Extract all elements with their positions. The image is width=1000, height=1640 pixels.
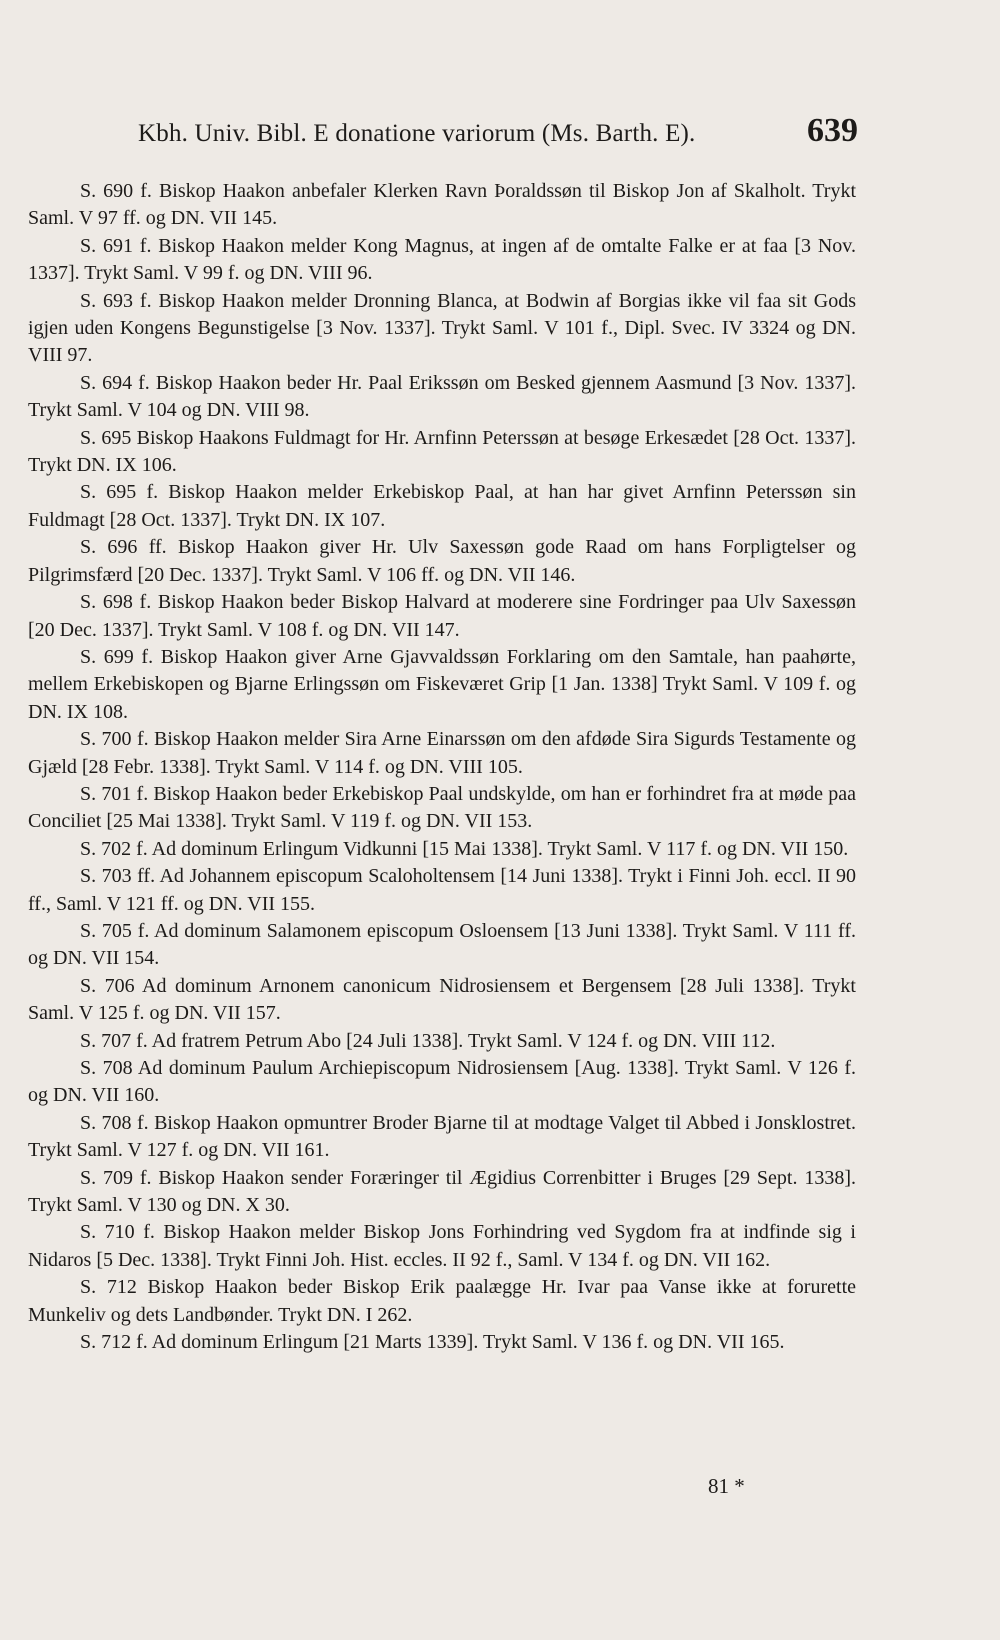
page-number: 639: [807, 112, 858, 149]
catalog-entry: S. 710 f. Biskop Haakon melder Biskop Jons Forhindring ved Sygdom fra at indfinde sig i Nidaros [5 Dec. 1338]. Trykt Finni Joh. Hist. eccles. II 92 f., Saml. V 134 f. og DN. VII 162.: [28, 1221, 856, 1271]
catalog-entry: S. 694 f. Biskop Haakon beder Hr. Paal Erikssøn om Besked gjennem Aasmund [3 Nov. 1337]. Trykt Saml. V 104 og DN. VIII 98.: [28, 371, 856, 422]
catalog-entry: S. 696 ff. Biskop Haakon giver Hr. Ulv Saxessøn gode Raad om hans Forpligtelser og Pilgrimsfærd [20 Dec. 1337]. Trykt Saml. V 106 ff. og DN. VII 146.: [28, 536, 856, 586]
running-title: Kbh. Univ. Bibl. E donatione variorum (Ms. Barth. E).: [138, 120, 696, 147]
catalog-entry: S. 700 f. Biskop Haakon melder Sira Arne Einarssøn om den afdøde Sira Sigurds Testamente og Gjæld [28 Febr. 1338]. Trykt Saml. V 114 f. og DN. VIII 105.: [28, 728, 856, 778]
catalog-entry: S. 705 f. Ad dominum Salamonem episcopum Osloensem [13 Juni 1338]. Trykt Saml. V 111 ff. og DN. VII 154.: [28, 919, 856, 970]
catalog-entry: S. 708 f. Biskop Haakon opmuntrer Broder Bjarne til at modtage Valget til Abbed i Jonsklostret. Trykt Saml. V 127 f. og DN. VII 161.: [28, 1111, 856, 1162]
catalog-entry: S. 691 f. Biskop Haakon melder Kong Magnus, at ingen af de omtalte Falke er at faa [3 Nov. 1337]. Trykt Saml. V 99 f. og DN. VIII 96.: [28, 234, 856, 285]
catalog-entry: S. 702 f. Ad dominum Erlingum Vidkunni [15 Mai 1338]. Trykt Saml. V 117 f. og DN. VII 150.: [80, 837, 849, 860]
catalog-entry: S. 708 Ad dominum Paulum Archiepiscopum Nidrosiensem [Aug. 1338]. Trykt Saml. V 126 f. og DN. VII 160.: [28, 1057, 856, 1107]
catalog-entries: [28, 178, 856, 1356]
catalog-entry: S. 712 Biskop Haakon beder Biskop Erik paalægge Hr. Ivar paa Vanse ikke at forurette Munkeliv og dets Landbønder. Trykt DN. I 262.: [28, 1276, 856, 1326]
catalog-entry: S. 706 Ad dominum Arnonem canonicum Nidrosiensem et Bergensem [28 Juli 1338]. Trykt Saml. V 125 f. og DN. VII 157.: [28, 974, 856, 1025]
catalog-entry: S. 709 f. Biskop Haakon sender Foræringer til Ægidius Correnbitter i Bruges [29 Sept. 1338]. Trykt Saml. V 130 og DN. X 30.: [28, 1166, 856, 1217]
catalog-entry: S. 695 f. Biskop Haakon melder Erkebiskop Paal, at han har givet Arnfinn Peterssøn sin Fuldmagt [28 Oct. 1337]. Trykt DN. IX 107.: [28, 481, 856, 531]
catalog-entry: S. 703 ff. Ad Johannem episcopum Scaloholtensem [14 Juni 1338]. Trykt i Finni Joh. eccl. II 90 ff., Saml. V 121 ff. og DN. VII 155.: [28, 865, 856, 915]
catalog-entry: S. 693 f. Biskop Haakon melder Dronning Blanca, at Bodwin af Borgias ikke vil faa sit Gods igjen uden Kongens Begunstigelse [3 Nov. 1337]. Trykt Saml. V 101 f., Dipl. Svec. IV 3324 og DN. VIII 97.: [28, 289, 856, 367]
page-header: [138, 112, 858, 160]
signature-mark: 81 *: [708, 1474, 745, 1498]
catalog-entry: S. 701 f. Biskop Haakon beder Erkebiskop Paal undskylde, om han er forhindret fra at møde paa Conciliet [25 Mai 1338]. Trykt Saml. V 119 f. og DN. VII 153.: [28, 782, 856, 833]
catalog-entry: S. 695 Biskop Haakons Fuldmagt for Hr. Arnfinn Peterssøn at besøge Erkesædet [28 Oct. 1337]. Trykt DN. IX 106.: [28, 426, 856, 477]
catalog-entry: S. 712 f. Ad dominum Erlingum [21 Marts 1339]. Trykt Saml. V 136 f. og DN. VII 165.: [80, 1331, 785, 1354]
catalog-entry: S. 698 f. Biskop Haakon beder Biskop Halvard at moderere sine Fordringer paa Ulv Saxessøn [20 Dec. 1337]. Trykt Saml. V 108 f. og DN. VII 147.: [28, 591, 856, 641]
catalog-entry: S. 699 f. Biskop Haakon giver Arne Gjavvaldssøn Forklaring om den Samtale, han paahørte, mellem Erkebiskopen og Bjarne Erlingssøn om Fiskeværet Grip [1 Jan. 1338] Trykt Saml. V 109 f. og DN. IX 108.: [28, 645, 856, 723]
catalog-entry: S. 707 f. Ad fratrem Petrum Abo [24 Juli 1338]. Trykt Saml. V 124 f. og DN. VIII 112.: [80, 1029, 776, 1052]
catalog-entry: S. 690 f. Biskop Haakon anbefaler Klerken Ravn Þoraldssøn til Biskop Jon af Skalholt. Trykt Saml. V 97 ff. og DN. VII 145.: [28, 180, 856, 230]
